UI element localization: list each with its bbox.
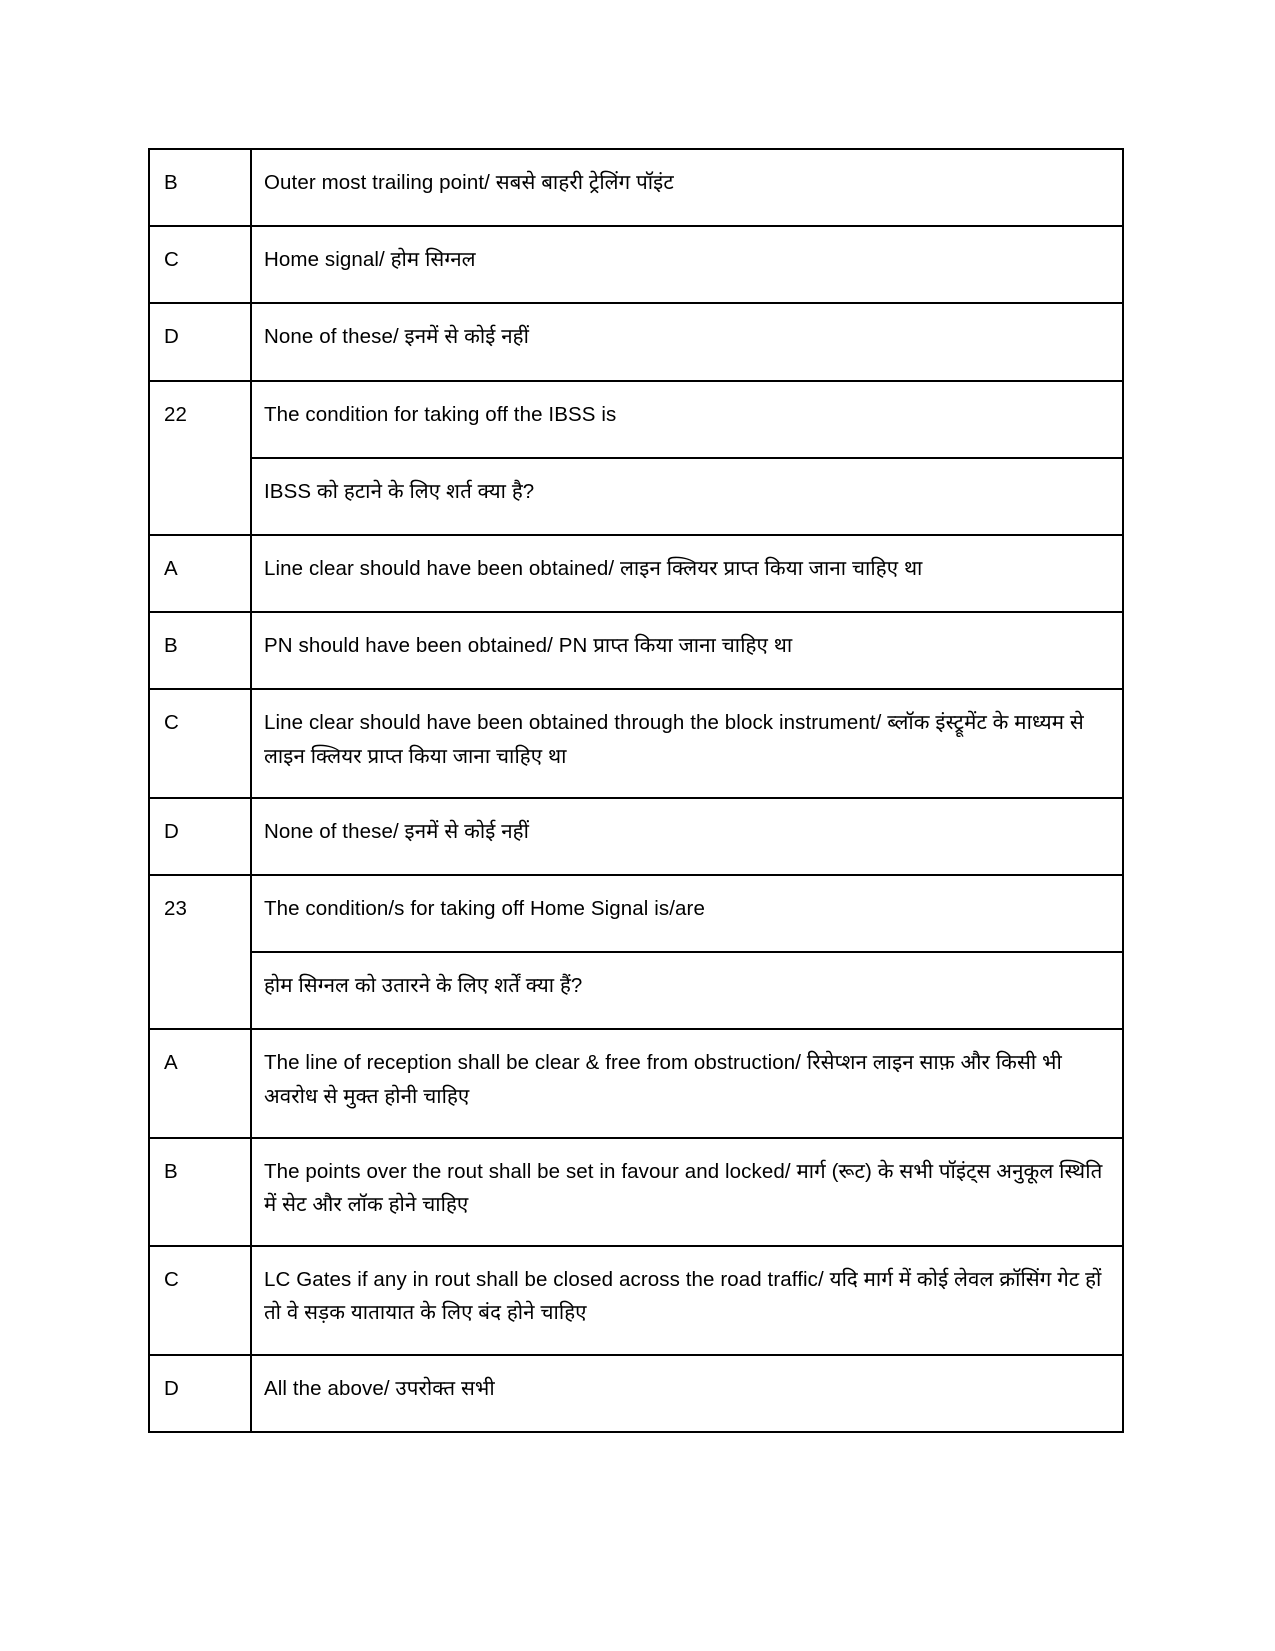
row-content: None of these/ इनमें से कोई नहीं xyxy=(251,303,1123,380)
row-label: D xyxy=(149,798,251,875)
row-label: C xyxy=(149,1246,251,1354)
table-row-question xyxy=(149,381,1123,458)
question-number: 22 xyxy=(149,381,251,535)
row-content: Home signal/ होम सिग्नल xyxy=(251,226,1123,303)
table-body xyxy=(149,149,1123,1432)
row-content: PN should have been obtained/ PN प्राप्त किया जाना चाहिए था xyxy=(251,612,1123,689)
row-label: D xyxy=(149,1355,251,1432)
question-text-hindi: होम सिग्नल को उतारने के लिए शर्तें क्या हैं? xyxy=(251,952,1123,1029)
row-content: Line clear should have been obtained/ लाइन क्लियर प्राप्त किया जाना चाहिए था xyxy=(251,535,1123,612)
table-row-question-hindi xyxy=(149,458,1123,535)
question-options-table xyxy=(148,148,1124,1433)
row-content: The points over the rout shall be set in favour and locked/ मार्ग (रूट) के सभी पॉइंट्स अनुकूल स्थिति में सेट और लॉक होने चाहिए xyxy=(251,1138,1123,1246)
row-label: C xyxy=(149,226,251,303)
row-content: LC Gates if any in rout shall be closed across the road traffic/ यदि मार्ग में कोई लेवल क्रॉसिंग गेट हों तो वे सड़क यातायात के लिए बंद होने चाहिए xyxy=(251,1246,1123,1354)
row-label: B xyxy=(149,1138,251,1246)
question-text-english: The condition for taking off the IBSS is xyxy=(251,381,1123,458)
row-content: Outer most trailing point/ सबसे बाहरी ट्रेलिंग पॉइंट xyxy=(251,149,1123,226)
row-content: Line clear should have been obtained through the block instrument/ ब्लॉक इंस्ट्रूमेंट के माध्यम से लाइन क्लियर प्राप्त किया जाना चाहिए था xyxy=(251,689,1123,797)
row-content: The line of reception shall be clear & free from obstruction/ रिसेप्शन लाइन साफ़ और किसी भी अवरोध से मुक्त होनी चाहिए xyxy=(251,1029,1123,1137)
row-label: C xyxy=(149,689,251,797)
question-number: 23 xyxy=(149,875,251,1029)
row-label: A xyxy=(149,1029,251,1137)
table-row xyxy=(149,1246,1123,1354)
table-row xyxy=(149,689,1123,797)
table-row xyxy=(149,1355,1123,1432)
row-content: All the above/ उपरोक्त सभी xyxy=(251,1355,1123,1432)
table-row xyxy=(149,535,1123,612)
table-row xyxy=(149,226,1123,303)
table-row xyxy=(149,149,1123,226)
table-row-question-hindi xyxy=(149,952,1123,1029)
row-content: None of these/ इनमें से कोई नहीं xyxy=(251,798,1123,875)
row-label: B xyxy=(149,612,251,689)
table-row xyxy=(149,798,1123,875)
table-row xyxy=(149,612,1123,689)
table-row-question xyxy=(149,875,1123,952)
row-label: B xyxy=(149,149,251,226)
question-text-hindi: IBSS को हटाने के लिए शर्त क्या है? xyxy=(251,458,1123,535)
table-row xyxy=(149,1138,1123,1246)
table-row xyxy=(149,303,1123,380)
row-label: D xyxy=(149,303,251,380)
question-text-english: The condition/s for taking off Home Signal is/are xyxy=(251,875,1123,952)
row-label: A xyxy=(149,535,251,612)
table-row xyxy=(149,1029,1123,1137)
